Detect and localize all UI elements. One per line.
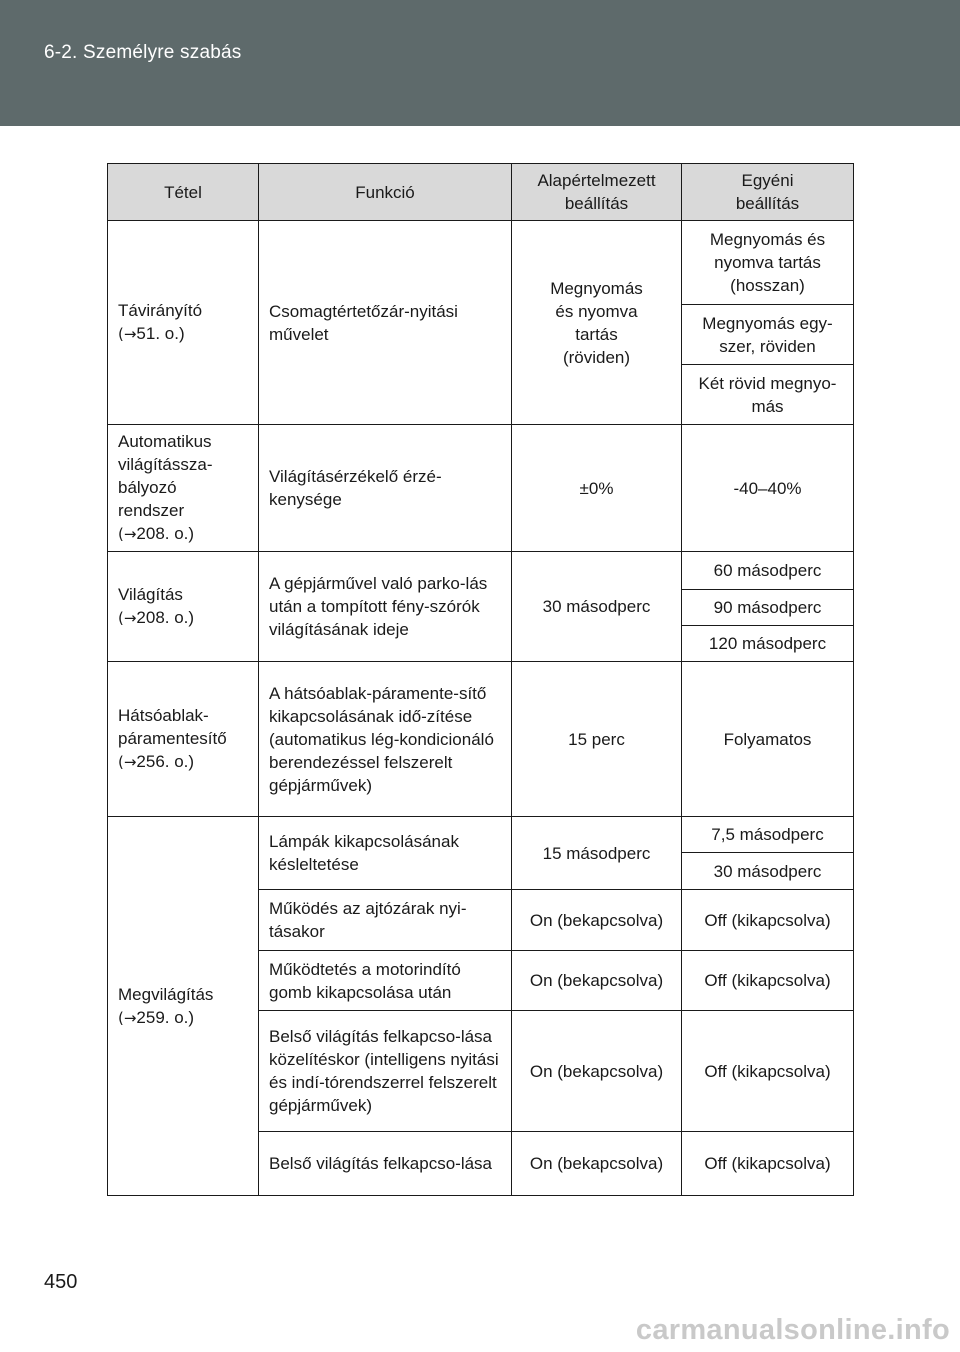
table-row xyxy=(108,425,854,552)
section-title: 6-2. Személyre szabás xyxy=(44,42,242,63)
page-reference-text: 256. o.) xyxy=(136,752,195,771)
custom-value-cell: Megnyomás és nyomva tartás (hosszan) xyxy=(682,221,854,305)
table-row xyxy=(108,221,854,305)
custom-value-cell: Folyamatos xyxy=(682,662,854,817)
item-cell xyxy=(108,552,259,662)
default-value-cell: ±0% xyxy=(512,425,682,552)
item-cell xyxy=(108,221,259,425)
default-value-cell: 15 perc xyxy=(512,662,682,817)
function-cell: Világításérzékelő érzé-kenysége xyxy=(259,425,512,552)
table-body xyxy=(108,221,854,1196)
custom-value-cell: -40–40% xyxy=(682,425,854,552)
page-reference-text: 259. o.) xyxy=(136,1007,195,1027)
default-value-cell: On (bekapcsolva) xyxy=(512,890,682,951)
custom-value-cell: Off (kikapcsolva) xyxy=(682,1011,854,1132)
item-label-line: páramentesítő xyxy=(118,729,227,748)
page-reference xyxy=(118,1006,248,1030)
column-header-default: Alapértelmezett beállítás xyxy=(512,164,682,221)
reference-arrow-icon: (→ xyxy=(118,753,137,771)
item-label-line: Hátsóablak- xyxy=(118,706,209,725)
page-number: 450 xyxy=(44,1271,78,1293)
column-header-function: Funkció xyxy=(259,164,512,221)
custom-value-cell: 120 másodperc xyxy=(682,626,854,662)
customization-table xyxy=(107,163,854,1196)
custom-value-cell: 30 másodperc xyxy=(682,853,854,890)
custom-value-cell: Off (kikapcsolva) xyxy=(682,951,854,1011)
column-header-item: Tétel xyxy=(108,164,259,221)
function-cell: A hátsóablak-páramente-sítő kikapcsolásának idő-zítése (automatikus lég-kondicionáló berendezéssel felszerelt gépjárművek) xyxy=(259,662,512,817)
item-label-line: rendszer xyxy=(118,501,185,520)
table-row xyxy=(108,662,854,817)
default-value-cell: On (bekapcsolva) xyxy=(512,951,682,1011)
default-value-cell: Megnyomás és nyomva tartás (röviden) xyxy=(512,221,682,425)
item-cell xyxy=(108,662,259,817)
custom-value-cell: Megnyomás egy-szer, röviden xyxy=(682,305,854,365)
page-reference-text: 51. o.) xyxy=(136,324,185,343)
custom-value-cell: Off (kikapcsolva) xyxy=(682,1132,854,1196)
item-label-line: Világítás xyxy=(118,585,183,604)
page-reference xyxy=(118,750,248,774)
table-header-row xyxy=(108,164,854,221)
reference-arrow-icon: (→ xyxy=(118,1008,137,1027)
function-cell: Belső világítás felkapcso-lása xyxy=(259,1132,512,1196)
page-reference xyxy=(118,522,248,546)
watermark: carmanualsonline.info xyxy=(635,1314,950,1346)
item-label-line: Megvilágítás xyxy=(118,984,214,1004)
page-reference-text: 208. o.) xyxy=(136,608,195,627)
default-value-cell: 30 másodperc xyxy=(512,552,682,662)
column-header-custom: Egyéni beállítás xyxy=(682,164,854,221)
page-reference xyxy=(118,322,248,346)
custom-value-cell: 7,5 másodperc xyxy=(682,817,854,853)
item-cell xyxy=(108,817,259,1196)
page-header xyxy=(0,0,960,126)
custom-value-cell: Off (kikapcsolva) xyxy=(682,890,854,951)
custom-value-cell: 90 másodperc xyxy=(682,590,854,626)
function-cell: Csomagtértetőzár-nyitási művelet xyxy=(259,221,512,425)
function-cell: A gépjárművel való parko-lás után a tompított fény-szórók világításának ideje xyxy=(259,552,512,662)
item-label-line: Távirányító xyxy=(118,301,203,320)
default-value-cell: On (bekapcsolva) xyxy=(512,1011,682,1132)
table-row xyxy=(108,552,854,590)
reference-arrow-icon: (→ xyxy=(118,609,137,627)
default-value-cell: On (bekapcsolva) xyxy=(512,1132,682,1196)
function-cell: Lámpák kikapcsolásának késleltetése xyxy=(259,817,512,890)
function-cell: Belső világítás felkapcso-lása közelítéskor (intelligens nyitási és indí-tórendszerrel felszerelt gépjárművek) xyxy=(259,1011,512,1132)
default-value-cell: 15 másodperc xyxy=(512,817,682,890)
item-label-line: világítássza- xyxy=(118,455,213,474)
reference-arrow-icon: (→ xyxy=(118,525,137,543)
item-cell xyxy=(108,425,259,552)
reference-arrow-icon: (→ xyxy=(118,325,137,343)
page-reference-text: 208. o.) xyxy=(136,524,195,543)
function-cell: Működtetés a motorindító gomb kikapcsolása után xyxy=(259,951,512,1011)
page-reference xyxy=(118,606,248,630)
custom-value-cell: 60 másodperc xyxy=(682,552,854,590)
function-cell: Működés az ajtózárak nyi-tásakor xyxy=(259,890,512,951)
item-label-line: bályozó xyxy=(118,478,177,497)
table-row xyxy=(108,817,854,853)
custom-value-cell: Két rövid megnyo-más xyxy=(682,365,854,425)
item-label-line: Automatikus xyxy=(118,432,212,451)
